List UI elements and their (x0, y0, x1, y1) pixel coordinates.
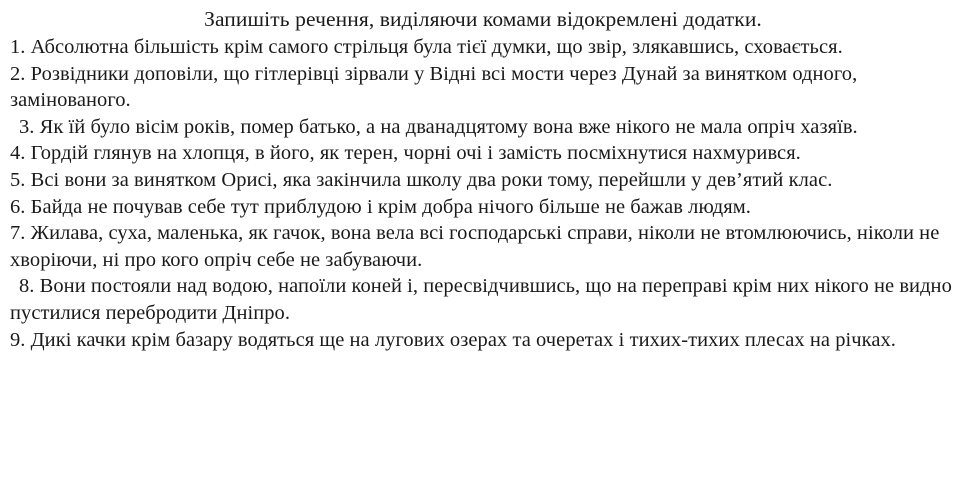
list-item: 2. Розвідники доповіли, що гітлерівці зірвали у Відні всі мости через Дунай за винятком одного, замінованого. (10, 62, 858, 112)
list-item: 3. Як їй було вісім років, помер батько, а на дванадцятому вона вже нікого не мала опріч хазяїв. (19, 115, 858, 138)
list-item: 7. Жилава, суха, маленька, як гачок, вона вела всі господарські справи, ніколи не втомлюючись, ніколи не хворіючи, ні про кого опріч себе не забуваючи. (10, 222, 940, 271)
list-item: 8. Вони постояли над водою, напоїли коней і, пересвідчившись, що на переправі крім них нікого не видно пустилися перебродити Дніпро. (10, 275, 952, 324)
list-item: 4. Гордій глянув на хлопця, в його, як терен, чорні очі і замість посміхнутися нахмурився. (10, 142, 801, 165)
list-item: 5. Всі вони за винятком Орисі, яка закінчила школу два роки тому, перейшли у дев’ятий клас. (10, 168, 833, 191)
list-item: 6. Байда не почував себе тут приблудою і крім добра нічого більше не бажав людям. (10, 195, 751, 218)
list-item: 1. Абсолютна більшість крім самого стрільця була тієї думки, що звір, злякавшись, сховається. (10, 36, 843, 58)
exercise-list (10, 34, 956, 353)
page-title: Запишіть речення, виділяючи комами відокремлені додатки. (204, 7, 762, 31)
list-item: 9. Дикі качки крім базару водяться ще на лугових озерах та очеретах і тихих-тихих плесах на річках. (10, 328, 896, 351)
